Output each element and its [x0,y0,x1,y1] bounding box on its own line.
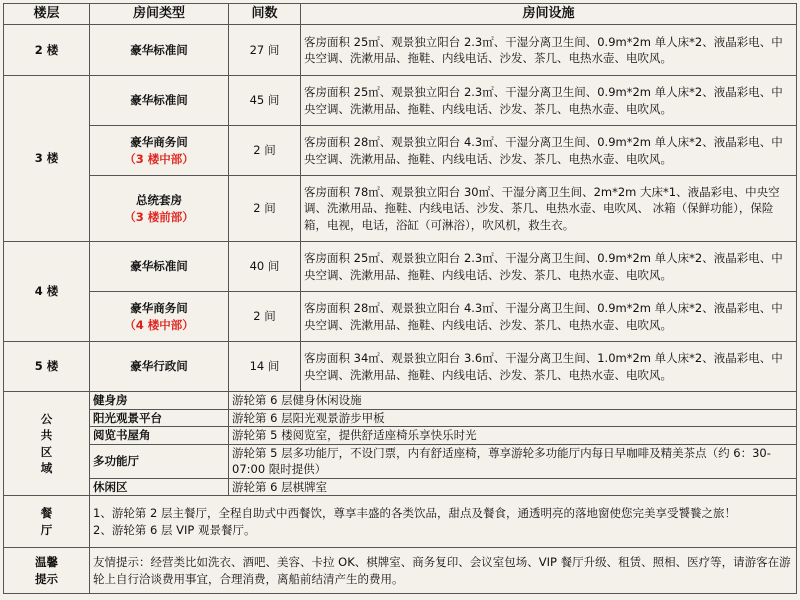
table-row [4,25,797,76]
table-row [4,242,797,292]
public-item-desc: 游轮第 5 层多功能厅，不设门票，内有舒适座椅，尊享游轮多功能厅内每日早咖啡及精美茶点（约 6：30-07:00 限时提供） [229,444,797,478]
room-count: 2 间 [229,176,301,242]
header-facilities: 房间设施 [301,4,797,25]
room-count: 14 间 [229,342,301,392]
public-row [4,409,797,427]
room-facilities: 客房面积 28㎡、观景独立阳台 4.3㎡、干湿分离卫生间、0.9m*2m 单人床*2、液晶彩电、中央空调、洗漱用品、拖鞋、内线电话、沙发、茶几、电热水壶、电吹风。 [301,126,797,176]
room-type [90,76,229,126]
room-count: 2 间 [229,126,301,176]
public-row [4,392,797,410]
room-type [90,292,229,342]
public-item-name: 阅览书屋角 [90,427,229,445]
table-row [4,176,797,242]
room-facilities: 客房面积 28㎡、观景独立阳台 4.3㎡、干湿分离卫生间、0.9m*2m 单人床*2、液晶彩电、中央空调、洗漱用品、拖鞋、内线电话、沙发、茶几、电热水壶、电吹风。 [301,292,797,342]
room-facilities: 客房面积 25㎡、观景独立阳台 2.3㎡、干湿分离卫生间、0.9m*2m 单人床*2、液晶彩电、中央空调、洗漱用品、拖鞋、内线电话、沙发、茶几、电热水壶、电吹风。 [301,25,797,76]
room-type [90,25,229,76]
dining-line-2: 2、游轮第 6 层 VIP 观景餐厅。 [93,522,256,537]
floor-4: 4 楼 [4,242,90,342]
floor-2: 2 楼 [4,25,90,76]
room-type [90,176,229,242]
public-item-name: 健身房 [90,392,229,410]
room-count: 40 间 [229,242,301,292]
floor-3: 3 楼 [4,76,90,242]
dining-label: 餐 厅 [4,496,90,548]
room-type-label: 豪华行政间 [130,359,188,374]
room-facilities: 客房面积 25㎡、观景独立阳台 2.3㎡、干湿分离卫生间、0.9m*2m 单人床*2、液晶彩电、中央空调、洗漱用品、拖鞋、内线电话、沙发、茶几、电热水壶、电吹风。 [301,76,797,126]
table-row [4,126,797,176]
public-item-desc: 游轮第 6 层健身休闲设施 [229,392,797,410]
room-type-label: 豪华标准间 [130,259,188,274]
room-type-label: 豪华标准间 [130,42,188,57]
public-row [4,478,797,496]
public-item-desc: 游轮第 6 层棋牌室 [229,478,797,496]
public-item-name: 多功能厅 [90,444,229,478]
room-count: 45 间 [229,76,301,126]
room-location-note: （3 楼中部） [124,151,194,166]
room-type-label: 豪华标准间 [130,93,188,108]
room-type [90,126,229,176]
table-row [4,342,797,392]
room-count: 27 间 [229,25,301,76]
public-item-name: 休闲区 [90,478,229,496]
room-facilities: 客房面积 78㎡、观景独立阳台 30㎡、干湿分离卫生间、2m*2m 大床*1、液晶彩电、中央空调、洗漱用品、拖鞋、内线电话、沙发、茶几、电热水壶、电吹风、 冰箱（保鲜功能），保险箱，电视，电话，浴缸（可淋浴），吹风机，救生衣。 [301,176,797,242]
header-floor: 楼层 [4,4,90,25]
public-row [4,427,797,445]
tips-label: 温馨 提示 [4,548,90,594]
room-type [90,342,229,392]
public-row [4,444,797,478]
public-item-name: 阳光观景平台 [90,409,229,427]
room-count: 2 间 [229,292,301,342]
floor-5: 5 楼 [4,342,90,392]
room-type-label: 豪华商务间 [130,135,188,149]
dining-desc [90,496,797,548]
tips-text: 友情提示：经营类比如洗衣、酒吧、美容、卡拉 OK、棋牌室、商务复印、会议室包场、VIP 餐厅升级、租赁、照相、医疗等，请游客在游轮上自行洽谈费用事宜，合理消费，离船前结清产生的费用。 [90,548,797,594]
public-item-desc: 游轮第 5 楼阅览室，提供舒适座椅乐享快乐时光 [229,427,797,445]
dining-row [4,496,797,548]
room-type-label: 总统套房 [136,193,182,207]
room-location-note: （4 楼中部） [124,317,194,332]
public-item-desc: 游轮第 6 层阳光观景游步甲板 [229,409,797,427]
public-area-label: 公 共 区 域 [4,392,90,496]
cabin-info-table [3,3,797,594]
tips-row [4,548,797,594]
room-facilities: 客房面积 25㎡、观景独立阳台 2.3㎡、干湿分离卫生间、0.9m*2m 单人床*2、液晶彩电、中央空调、洗漱用品、拖鞋、内线电话、沙发、茶几、电热水壶、电吹风。 [301,242,797,292]
room-type [90,242,229,292]
header-row [4,4,797,25]
table-row [4,76,797,126]
room-type-label: 豪华商务间 [130,301,188,315]
room-facilities: 客房面积 34㎡、观景独立阳台 3.6㎡、干湿分离卫生间、1.0m*2m 单人床*2、液晶彩电、中央空调、洗漱用品、拖鞋、内线电话、沙发、茶几、电热水壶、电吹风。 [301,342,797,392]
dining-line-1: 1、游轮第 2 层主餐厅，全程自助式中西餐饮，尊享丰盛的各类饮品，甜点及餐食，通透明亮的落地窗使您完美享受饕餮之旅！ [93,506,736,520]
table-row [4,292,797,342]
header-room-type: 房间类型 [90,4,229,25]
room-location-note: （3 楼前部） [124,209,194,224]
header-count: 间数 [229,4,301,25]
